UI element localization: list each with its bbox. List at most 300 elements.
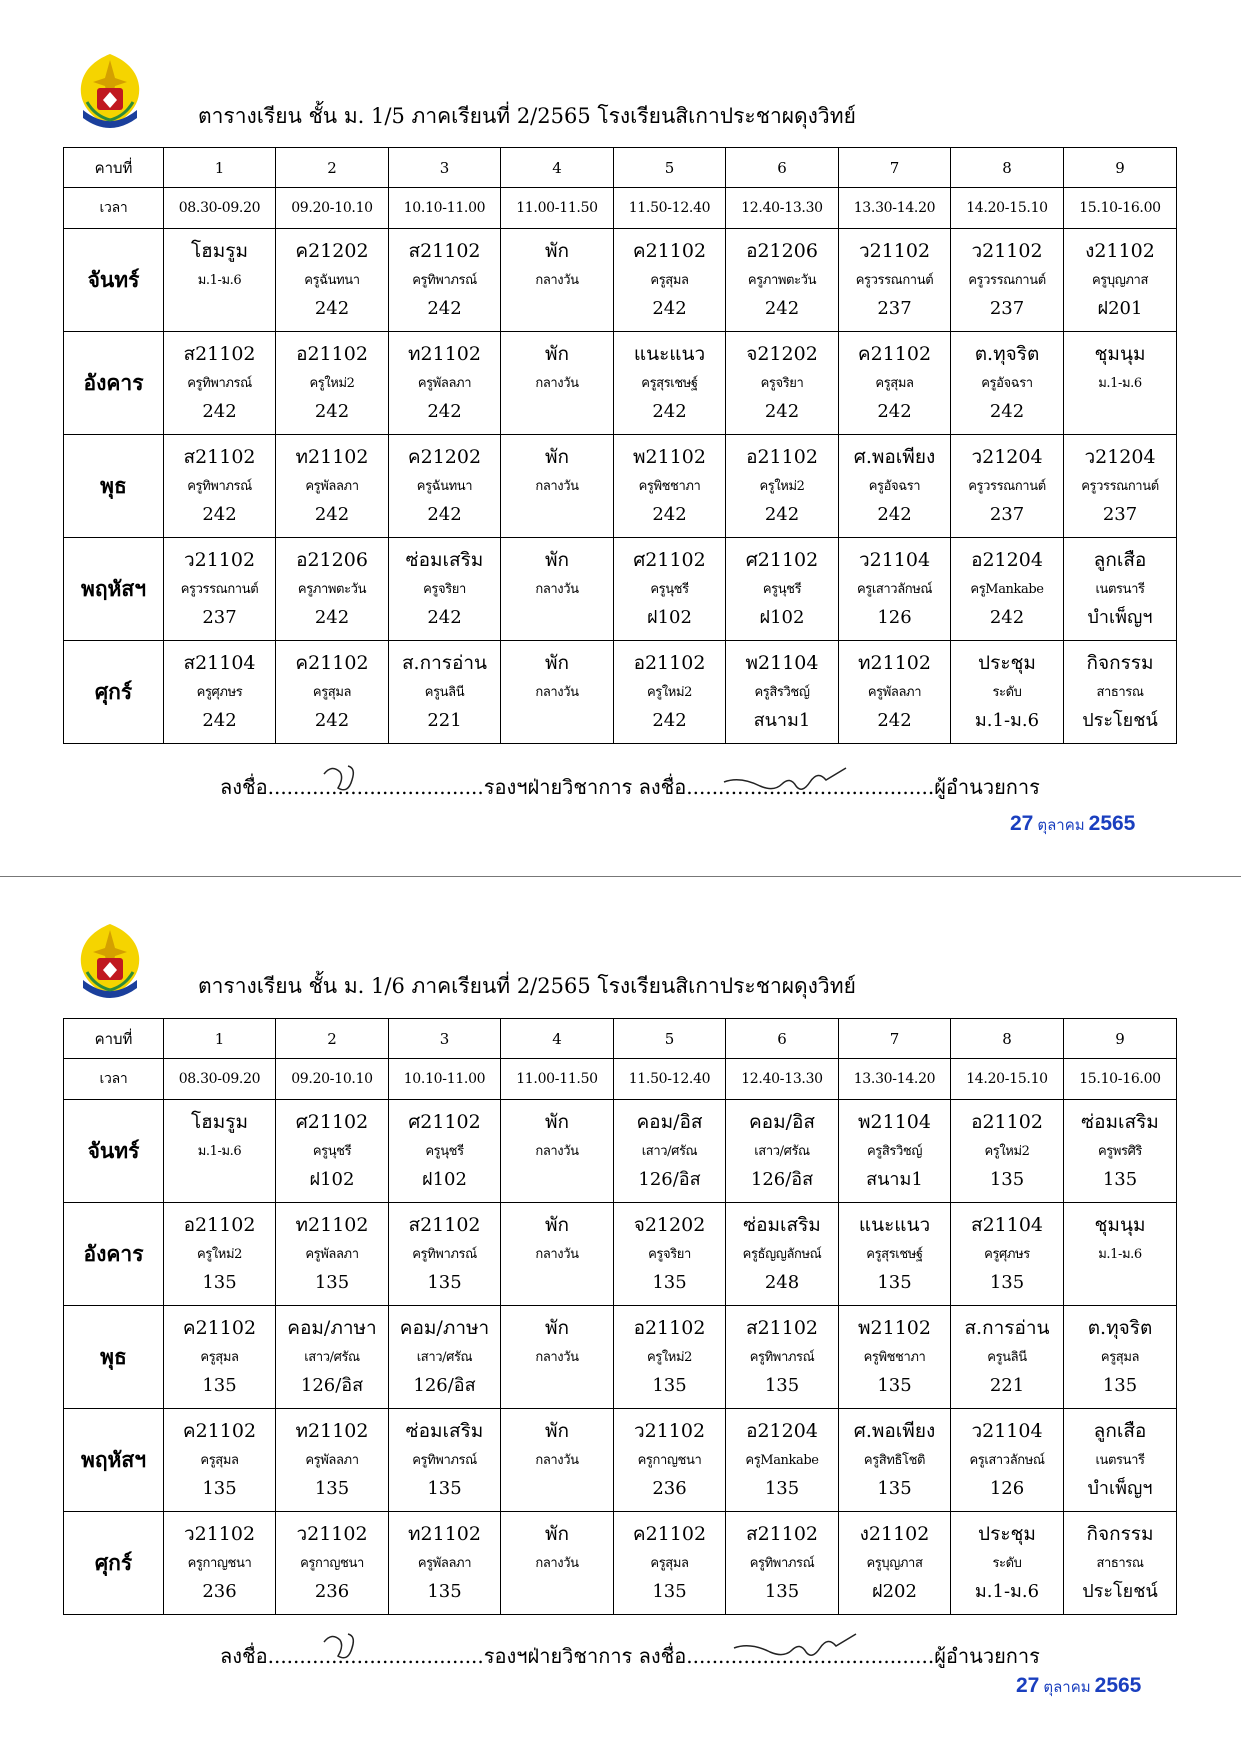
teacher-name: เสาว/ศรัณ (754, 1144, 810, 1159)
time-range: 14.20-15.10 (951, 1059, 1064, 1100)
teacher-name: ครูวรรณกานต์ (968, 479, 1046, 494)
class-cell (276, 641, 389, 744)
class-cell (951, 229, 1064, 332)
subject-code: คอม/อิส (636, 1111, 703, 1133)
room-number: ฝ201 (1097, 298, 1143, 319)
teacher-name: ครูใหม่2 (984, 1144, 1030, 1159)
class-cell (276, 1409, 389, 1512)
teacher-name: ครูอัจฉรา (868, 479, 921, 494)
room-number: 135 (877, 1272, 912, 1293)
teacher-name: ครูศุภษร (196, 685, 243, 700)
class-cell (276, 435, 389, 538)
room-number: 126/อิส (750, 1169, 814, 1190)
class-cell (164, 229, 276, 332)
period-label: คาบที่ (64, 1019, 164, 1059)
subject-code: ว21102 (971, 240, 1043, 262)
teacher-name: ม.1-ม.6 (197, 1144, 242, 1159)
date-month: ตุลาคม (1043, 1679, 1091, 1696)
period-number: 3 (389, 148, 501, 188)
table-row (64, 641, 1177, 744)
date-day: 27 (1016, 1674, 1040, 1697)
subject-code: ว21102 (633, 1420, 706, 1442)
teacher-name: ครูจริยา (760, 376, 804, 391)
class-cell (1064, 332, 1177, 435)
class-cell (839, 1409, 951, 1512)
teacher-name: ม.1-ม.6 (1098, 376, 1142, 391)
room-number: 135 (427, 1272, 462, 1293)
schedule-title: ตารางเรียน ชั้น ม. 1/5 ภาคเรียนที่ 2/2565 โรงเรียนสิเกาประชาผดุงวิทย์ (198, 104, 856, 128)
period-number: 8 (951, 148, 1064, 188)
room-number: ประโยชน์ (1082, 710, 1158, 731)
room-number (501, 707, 613, 735)
signature-deputy-icon (318, 760, 378, 800)
teacher-name: กลางวัน (535, 685, 579, 700)
teacher-name: ครูฉันทนา (416, 479, 473, 494)
teacher-name: ระดับ (992, 1556, 1022, 1571)
teacher-name: ครูวรรณกานต์ (1081, 479, 1159, 494)
period-number: 7 (839, 1019, 951, 1059)
room-number: 135 (427, 1581, 462, 1602)
room-number: 221 (427, 710, 462, 731)
day-name: พุธ (64, 435, 164, 538)
subject-code: ค21102 (182, 1420, 257, 1442)
room-number (501, 604, 613, 632)
teacher-name: กลางวัน (535, 1247, 579, 1262)
teacher-name: ครูสุมล (1100, 1350, 1140, 1365)
time-range: 10.10-11.00 (389, 1059, 501, 1100)
signature-director-icon (720, 762, 850, 798)
subject-code: อ21206 (296, 549, 368, 571)
signature-line: ลงชื่อ..................................รองฯฝ่ายวิชาการ ลงชื่อ.......................................ผู้อำนวยการ (220, 1644, 1040, 1668)
time-range: 08.30-09.20 (164, 1059, 276, 1100)
teacher-name: ครูกาญชนา (300, 1556, 364, 1571)
room-number: 135 (314, 1478, 350, 1499)
time-range: 09.20-10.10 (276, 188, 389, 229)
class-cell (726, 1306, 839, 1409)
class-cell (951, 332, 1064, 435)
class-cell (951, 1409, 1064, 1512)
class-cell (164, 1409, 276, 1512)
time-range: 11.50-12.40 (614, 188, 726, 229)
teacher-name: ครูพัลลภา (305, 1453, 359, 1468)
subject-code: ค21102 (632, 1523, 707, 1545)
class-cell (164, 1306, 276, 1409)
subject-code: อ21206 (746, 240, 818, 262)
teacher-name: ครูนุชรี (425, 1144, 464, 1159)
subject-code: ประชุม (978, 652, 1036, 674)
subject-code: ว21102 (183, 1523, 256, 1545)
teacher-name: กลางวัน (535, 1453, 579, 1468)
class-cell (839, 332, 951, 435)
date-stamp (1010, 812, 1135, 837)
day-name: พุธ (64, 1306, 164, 1409)
teacher-name: เนตรนารี (1095, 1453, 1145, 1468)
teacher-name: กลางวัน (535, 1350, 579, 1365)
room-number: ประโยชน์ (1082, 1581, 1158, 1602)
subject-code: พัก (544, 343, 570, 365)
room-number: 135 (764, 1478, 800, 1499)
date-month: ตุลาคม (1037, 817, 1085, 834)
class-cell (951, 1100, 1064, 1203)
period-number: 4 (501, 1019, 614, 1059)
time-range: 11.50-12.40 (614, 1059, 726, 1100)
class-cell (1064, 538, 1177, 641)
subject-code: ค21102 (857, 343, 932, 365)
room-number: 135 (202, 1272, 237, 1293)
room-number: 236 (202, 1581, 237, 1602)
class-cell (839, 1203, 951, 1306)
room-number: 237 (877, 298, 912, 319)
room-number: 242 (877, 504, 912, 525)
time-label: เวลา (64, 188, 164, 229)
class-cell (276, 1512, 389, 1615)
teacher-name: ครูใหม่2 (646, 1350, 693, 1365)
teacher-name: เสาว/ศรัณ (304, 1350, 360, 1365)
timetable (63, 1018, 1177, 1615)
class-cell (614, 435, 726, 538)
subject-code: ค21202 (295, 240, 369, 262)
period-number: 5 (614, 1019, 726, 1059)
time-range: 12.40-13.30 (726, 188, 839, 229)
teacher-name: ครูวรรณกานต์ (968, 273, 1046, 288)
room-number: 242 (877, 401, 912, 422)
room-number: 242 (427, 401, 462, 422)
table-row (64, 1409, 1177, 1512)
room-number: 242 (314, 298, 350, 319)
subject-code: พัก (544, 446, 570, 468)
period-number: 2 (276, 1019, 389, 1059)
class-cell (164, 435, 276, 538)
class-cell (389, 1409, 501, 1512)
class-cell (726, 1203, 839, 1306)
subject-code: ว21102 (183, 549, 256, 571)
room-number: 242 (652, 298, 687, 319)
class-cell (839, 1100, 951, 1203)
class-cell (951, 435, 1064, 538)
subject-code: คอม/อิส (748, 1111, 816, 1133)
date-stamp (1016, 1674, 1141, 1699)
room-number: 135 (989, 1169, 1025, 1190)
class-cell (839, 229, 951, 332)
teacher-name: ครูสุมล (200, 1453, 239, 1468)
room-number: 242 (314, 504, 350, 525)
day-name: จันทร์ (64, 229, 164, 332)
teacher-name: ครูนลินี (424, 685, 465, 700)
subject-code: พัก (544, 1523, 570, 1545)
period-label: คาบที่ (64, 148, 164, 188)
subject-code: ค21202 (407, 446, 482, 468)
schedule-sheet-2 (0, 870, 1241, 1740)
teacher-name: ครูทิพาภรณ์ (187, 479, 252, 494)
time-range: 15.10-16.00 (1064, 1059, 1177, 1100)
teacher-name: ครูใหม่2 (759, 479, 805, 494)
subject-code: อ21102 (633, 1317, 706, 1339)
class-cell (164, 1100, 276, 1203)
subject-code: พ21102 (633, 446, 706, 468)
teacher-name: กลางวัน (535, 479, 579, 494)
time-row (64, 1059, 1177, 1100)
subject-code: ลูกเสือ (1093, 549, 1147, 571)
room-number: 135 (202, 1375, 237, 1396)
period-number: 4 (501, 148, 614, 188)
teacher-name: กลางวัน (535, 582, 579, 597)
teacher-name: ครูสิรวิชญ์ (867, 1144, 922, 1159)
room-number: 135 (652, 1375, 687, 1396)
table-row (64, 1306, 1177, 1409)
subject-code: พัก (544, 240, 570, 262)
class-cell (501, 332, 614, 435)
room-number (501, 1166, 613, 1194)
teacher-name: ครูพัลลภา (867, 685, 922, 700)
subject-code: โฮมรูม (190, 1111, 249, 1133)
class-cell (951, 538, 1064, 641)
teacher-name: ครูพิชชาภา (638, 479, 701, 494)
room-number (501, 1269, 613, 1297)
teacher-name: ครูจริยา (648, 1247, 691, 1262)
teacher-name: ครูนุชรี (762, 582, 802, 597)
class-cell (1064, 1306, 1177, 1409)
room-number: ฝ102 (647, 607, 692, 628)
subject-code: ชุมนุม (1094, 1214, 1146, 1236)
room-number (501, 501, 613, 529)
time-range: 11.00-11.50 (501, 188, 614, 229)
subject-code: ซ่อมเสริม (405, 1420, 484, 1442)
class-cell (614, 538, 726, 641)
period-number: 5 (614, 148, 726, 188)
teacher-name: ครูวรรณกานต์ (855, 273, 934, 288)
subject-code: ว21102 (858, 240, 931, 262)
teacher-name: ครูสุมล (875, 376, 914, 391)
teacher-name: สาธารณ (1096, 685, 1144, 700)
class-cell (951, 1306, 1064, 1409)
class-cell (501, 1409, 614, 1512)
class-cell (501, 1100, 614, 1203)
time-range: 15.10-16.00 (1064, 188, 1177, 229)
class-cell (726, 1512, 839, 1615)
subject-code: ง21102 (1085, 240, 1155, 262)
table-row (64, 229, 1177, 332)
room-number: 242 (989, 401, 1025, 422)
room-number (1064, 398, 1176, 426)
class-cell (164, 1203, 276, 1306)
teacher-name: ครูทิพาภรณ์ (412, 273, 477, 288)
subject-code: ซ่อมเสริม (405, 549, 484, 571)
room-number: ฝ102 (759, 607, 805, 628)
class-cell (276, 538, 389, 641)
subject-code: ศ.พอเพียง (853, 1420, 936, 1442)
class-cell (1064, 641, 1177, 744)
class-cell (726, 1100, 839, 1203)
teacher-name: ครูพรศิริ (1097, 1144, 1143, 1159)
subject-code: ต.ทุจริต (1087, 1317, 1153, 1339)
subject-code: ส21104 (970, 1214, 1044, 1236)
teacher-name: ครูฉันทนา (304, 273, 360, 288)
room-number (501, 398, 613, 426)
room-number: 126/อิส (413, 1375, 476, 1396)
subject-code: ส21102 (745, 1317, 819, 1339)
room-number (1064, 1269, 1176, 1297)
subject-code: อ21204 (746, 1420, 818, 1442)
room-number: 242 (314, 710, 350, 731)
time-label: เวลา (64, 1059, 164, 1100)
teacher-name: ครูใหม่2 (646, 685, 693, 700)
class-cell (501, 1306, 614, 1409)
teacher-name: ครูสุมล (312, 685, 352, 700)
day-name: อังคาร (64, 332, 164, 435)
room-number: 126/อิส (638, 1169, 701, 1190)
subject-code: ง21102 (859, 1523, 930, 1545)
period-number: 8 (951, 1019, 1064, 1059)
class-cell (276, 332, 389, 435)
room-number: 242 (202, 504, 237, 525)
teacher-name: ครูนุชรี (312, 1144, 352, 1159)
room-number: 135 (764, 1375, 800, 1396)
subject-code: ส21102 (745, 1523, 819, 1545)
subject-code: พ21104 (858, 1111, 931, 1133)
subject-code: ค21102 (632, 240, 707, 262)
teacher-name: กลางวัน (535, 273, 579, 288)
subject-code: ส21102 (408, 1214, 481, 1236)
class-cell (614, 1100, 726, 1203)
class-cell (389, 435, 501, 538)
class-cell (164, 641, 276, 744)
class-cell (389, 1203, 501, 1306)
time-range: 11.00-11.50 (501, 1059, 614, 1100)
room-number: สนาม1 (753, 710, 811, 731)
subject-code: ท21102 (408, 1523, 481, 1545)
day-name: จันทร์ (64, 1100, 164, 1203)
table-row (64, 1512, 1177, 1615)
teacher-name: ครูภาพตะวัน (297, 582, 367, 597)
subject-code: ต.ทุจริต (974, 343, 1040, 365)
class-cell (501, 641, 614, 744)
teacher-name: ครูสุรเชษฐ์ (866, 1247, 923, 1262)
room-number: 126/อิส (300, 1375, 364, 1396)
room-number: 135 (989, 1272, 1025, 1293)
class-cell (839, 435, 951, 538)
class-cell (1064, 435, 1177, 538)
room-number: 236 (652, 1478, 687, 1499)
room-number: 242 (427, 298, 462, 319)
room-number: 135 (1102, 1169, 1138, 1190)
period-number: 1 (164, 148, 276, 188)
teacher-name: ระดับ (992, 685, 1022, 700)
period-number: 6 (726, 148, 839, 188)
class-cell (389, 538, 501, 641)
class-cell (501, 1512, 614, 1615)
room-number: 135 (1102, 1375, 1138, 1396)
day-name: ศุกร์ (64, 641, 164, 744)
room-number (501, 1578, 613, 1606)
room-number: 135 (652, 1581, 687, 1602)
teacher-name: ครูทิพาภรณ์ (187, 376, 252, 391)
class-cell (164, 538, 276, 641)
teacher-name: ครูพิชชาภา (863, 1350, 926, 1365)
room-number (164, 1166, 275, 1194)
class-cell (389, 332, 501, 435)
room-number: 242 (877, 710, 912, 731)
subject-code: ส.การอ่าน (964, 1317, 1050, 1339)
room-number: 237 (989, 298, 1025, 319)
subject-code: ว21204 (1084, 446, 1156, 468)
room-number: 242 (989, 607, 1025, 628)
teacher-name: กลางวัน (535, 376, 579, 391)
subject-code: ศ21102 (745, 549, 819, 571)
room-number: ม.1-ม.6 (974, 1581, 1040, 1602)
class-cell (1064, 229, 1177, 332)
subject-code: ท21102 (295, 1214, 369, 1236)
class-cell (951, 641, 1064, 744)
room-number: บำเพ็ญฯ (1087, 607, 1153, 628)
period-number: 1 (164, 1019, 276, 1059)
room-number: 236 (314, 1581, 350, 1602)
teacher-name: ครูธัญญลักษณ์ (742, 1247, 822, 1262)
date-year: 2565 (1088, 812, 1136, 835)
subject-code: แนะแนว (858, 1214, 931, 1236)
teacher-name: ครูพัลลภา (417, 1556, 472, 1571)
period-number: 9 (1064, 1019, 1177, 1059)
subject-code: ซ่อมเสริม (743, 1214, 821, 1236)
class-cell (614, 229, 726, 332)
class-cell (501, 435, 614, 538)
subject-code: พัก (544, 1420, 570, 1442)
room-number: บำเพ็ญฯ (1087, 1478, 1153, 1499)
subject-code: ค21102 (182, 1317, 257, 1339)
class-cell (839, 538, 951, 641)
room-number: ฝ102 (422, 1169, 467, 1190)
period-number: 9 (1064, 148, 1177, 188)
room-number: ฝ102 (309, 1169, 355, 1190)
subject-code: ซ่อมเสริม (1081, 1111, 1159, 1133)
subject-code: ส21102 (183, 446, 256, 468)
teacher-name: กลางวัน (535, 1556, 579, 1571)
teacher-name: ครูทิพาภรณ์ (412, 1247, 477, 1262)
timetable (63, 147, 1177, 744)
period-number: 2 (276, 148, 389, 188)
teacher-name: ครูสุมล (650, 273, 689, 288)
day-name: ศุกร์ (64, 1512, 164, 1615)
class-cell (1064, 1100, 1177, 1203)
room-number: ฝ202 (872, 1581, 917, 1602)
class-cell (839, 1306, 951, 1409)
class-cell (276, 1100, 389, 1203)
schedule-sheet-1 (0, 0, 1241, 870)
teacher-name: ครูสุมล (200, 1350, 239, 1365)
class-cell (614, 1512, 726, 1615)
teacher-name: ครูพัลลภา (417, 376, 472, 391)
teacher-name: เสาว/ศรัณ (416, 1350, 473, 1365)
room-number: 135 (764, 1581, 800, 1602)
teacher-name: เสาว/ศรัณ (641, 1144, 698, 1159)
subject-code: พัก (544, 1317, 570, 1339)
subject-code: พัก (544, 549, 570, 571)
room-number: 135 (314, 1272, 350, 1293)
teacher-name: ครูเสาวลักษณ์ (969, 1453, 1045, 1468)
class-cell (501, 229, 614, 332)
class-cell (614, 641, 726, 744)
date-day: 27 (1010, 812, 1034, 835)
time-range: 09.20-10.10 (276, 1059, 389, 1100)
room-number: 237 (202, 607, 237, 628)
teacher-name: ครูภาพตะวัน (747, 273, 817, 288)
teacher-name: ครูใหม่2 (196, 1247, 243, 1262)
teacher-name: ครูสิรวิชญ์ (754, 685, 810, 700)
subject-code: ว21104 (971, 1420, 1043, 1442)
room-number: 242 (427, 504, 462, 525)
room-number: 242 (427, 607, 462, 628)
subject-code: อ21102 (971, 1111, 1043, 1133)
day-name: พฤหัสฯ (64, 538, 164, 641)
